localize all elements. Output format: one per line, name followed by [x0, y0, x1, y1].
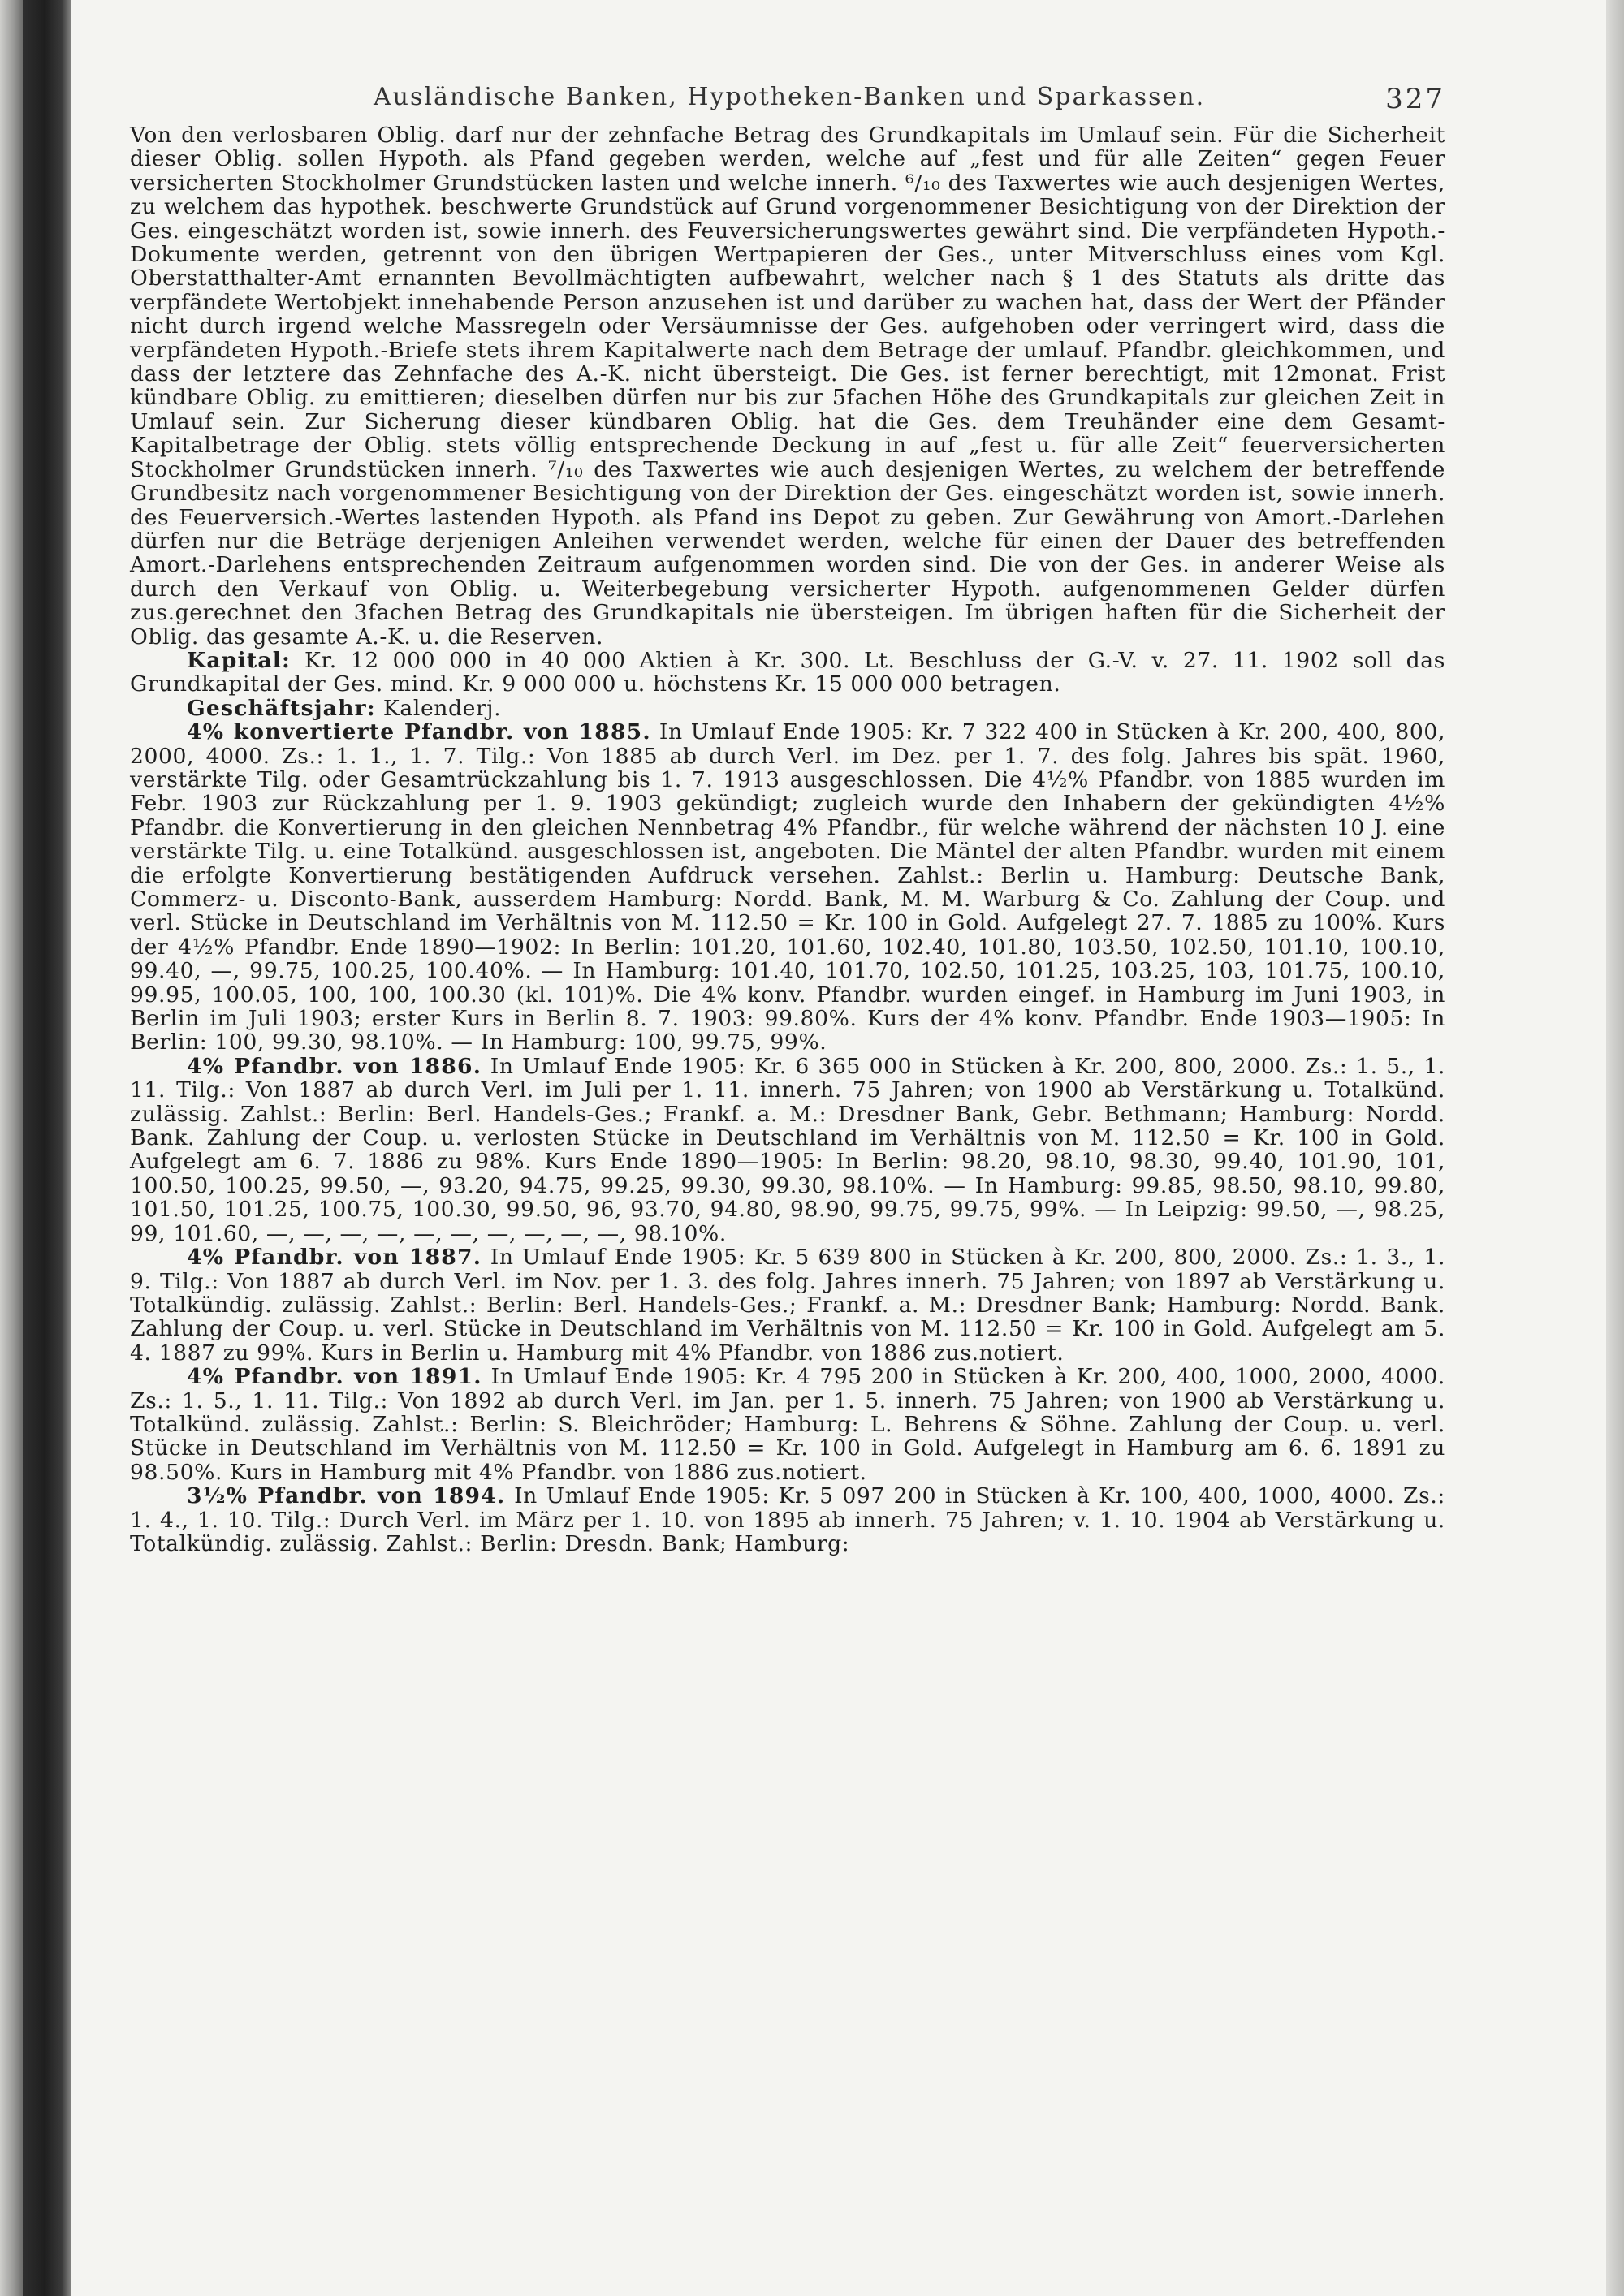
paragraph-pfandbr-1887 — [130, 1245, 1445, 1365]
section-heading: 4% Pfandbr. von 1891. — [187, 1364, 482, 1390]
paragraph-pfandbr-1894 — [130, 1484, 1445, 1556]
paragraph-geschaeftsjahr — [130, 697, 1445, 720]
paragraph-kapital — [130, 649, 1445, 697]
page-edge — [1606, 0, 1624, 2296]
paragraph-securities — [130, 123, 1445, 649]
section-heading: 3½% Pfandbr. von 1894. — [187, 1483, 506, 1509]
paragraph-pfandbr-1885 — [130, 720, 1445, 1055]
running-title: Ausländische Banken, Hypotheken-Banken und Sparkassen. — [374, 83, 1206, 111]
paragraph-pfandbr-1886 — [130, 1055, 1445, 1245]
paragraph-pfandbr-1891 — [130, 1365, 1445, 1484]
section-heading: 4% Pfandbr. von 1886. — [187, 1053, 482, 1079]
section-heading: Geschäftsjahr: — [187, 695, 376, 721]
section-heading: Kapital: — [187, 647, 292, 673]
binding-shadow — [0, 0, 23, 2296]
paragraph-text: Kalenderj. — [375, 695, 502, 721]
page-number: 327 — [1385, 83, 1445, 115]
body-text — [130, 123, 1445, 1556]
paragraph-text: In Umlauf Ende 1905: Kr. 7 322 400 in Stücken à Kr. 200, 400, 800, 2000, 4000. Zs.: 1. 1., 1. 7. Tilg.: Von 1885 ab durch Verl. im Dez. per 1. 7. des folg. Jahres bis spät. 1960, verstärkte Tilg. oder Gesamtrückzahlung bis 1. 7. 1913 ausgeschlossen. Die 4½% Pfandbr. von 1885 wurden im Febr. 1903 zur Rückzahlung per 1. 9. 1903 gekündigt; zugleich wurde den Inhabern der gekündigten 4½% Pfandbr. die Konvertierung in den gleichen Nennbetrag 4% Pfandbr., für welche während der nächsten 10 J. eine verstärkte Tilg. u. eine Totalkünd. ausgeschlossen ist, angeboten. Die Mäntel der alten Pfandbr. wurden mit einem die erfolgte Konvertierung bestätigenden Aufdruck versehen. Zahlst.: Berlin u. Hamburg: Deutsche Bank, Commerz- u. Disconto-Bank, ausserdem Hamburg: Nordd. Bank, M. M. Warburg & Co. Zahlung der Coup. und verl. Stücke in Deutschland im Verhältnis von M. 112.50 = Kr. 100 in Gold. Aufgelegt 27. 7. 1885 zu 100%. Kurs der 4½% Pfandbr. Ende 1890—1902: In Berlin: 101.20, 101.60, 102.40, 101.80, 103.50, 102.50, 101.10, 100.10, 99.40, —, 99.75, 100.25, 100.40%. — In Hamburg: 101.40, 101.70, 102.50, 101.25, 103.25, 103, 101.75, 100.10, 99.95, 100.05, 100, 100, 100.30 (kl. 101)%. Die 4% konv. Pfandbr. wurden eingef. in Hamburg im Juni 1903, in Berlin im Juli 1903; erster Kurs in Berlin 8. 7. 1903: 99.80%. Kurs der 4% konv. Pfandbr. Ende 1903—1905: In Berlin: 100, 99.30, 98.10%. — In Hamburg: 100, 99.75, 99%. — [130, 719, 1445, 1055]
running-header — [130, 75, 1445, 123]
paragraph-text: In Umlauf Ende 1905: Kr. 5 097 200 in Stücken à Kr. 100, 400, 1000, 4000. Zs.: 1. 4., 1. 10. Tilg.: Durch Verl. im März per 1. 10. von 1895 ab innerh. 75 Jahren; v. 1. 10. 1904 ab Verstärkung u. Totalkündig. zulässig. Zahlst.: Berlin: Dresdn. Bank; Hamburg: — [130, 1483, 1445, 1556]
paragraph-text: Von den verlosbaren Oblig. darf nur der zehnfache Betrag des Grundkapitals im Umlauf sein. Für die Sicherheit dieser Oblig. sollen Hypoth. als Pfand gegeben werden, welche auf „fest und für alle Zeiten“ gegen Feuer versicherten Stockholmer Grundstücken lasten und welche innerh. ⁶/₁₀ des Taxwertes wie auch desjenigen Wertes, zu welchem das hypothek. beschwerte Grundstück auf Grund vorgenommener Besichtigung von der Direktion der Ges. eingeschätzt worden ist, sowie innerh. des Feuversicherungswertes gewährt sind. Die verpfändeten Hypoth.-Dokumente werden, getrennt von den übrigen Wertpapieren der Ges., unter Mitverschluss eines vom Kgl. Oberstatthalter-Amt ernannten Bevollmächtigten aufbewahrt, welcher nach § 1 des Statuts als dritte das verpfändete Wertobjekt innehabende Person anzusehen ist und darüber zu wachen hat, dass der Wert der Pfänder nicht durch irgend welche Massregeln oder Versäumnisse der Ges. aufgehoben oder verringert wird, dass die verpfändeten Hypoth.-Briefe stets ihrem Kapitalwerte nach dem Betrage der umlauf. Pfandbr. gleichkommen, und dass der letztere das Zehnfache des A.-K. nicht übersteigt. Die Ges. ist ferner berechtigt, mit 12monat. Frist kündbare Oblig. zu emittieren; dieselben dürfen nur bis zur 5fachen Höhe des Grundkapitals zur gleichen Zeit in Umlauf sein. Zur Sicherung dieser kündbaren Oblig. hat die Ges. dem Treuhänder eine dem Gesamt-Kapitalbetrage der Oblig. stets völlig entsprechende Deckung in auf „fest u. für alle Zeit“ feuerversicherten Stockholmer Grundstücken innerh. ⁷/₁₀ des Taxwertes wie auch desjenigen Wertes, zu welchem der betreffende Grundbesitz nach vorgenommener Besichtigung von der Direktion der Ges. eingeschätzt worden ist, sowie innerh. des Feuerversich.-Wertes lastenden Hypoth. als Pfand ins Depot zu geben. Zur Gewährung von Amort.-Darlehen dürfen nur die Beträge derjenigen Anleihen verwendet werden, welche für einen der Dauer des betreffenden Amort.-Darlehens entsprechenden Zeitraum aufgenommen worden sind. Die von der Ges. in anderer Weise als durch den Verkauf von Oblig. u. Weiterbegebung versicherter Hypoth. aufgenommenen Gelder dürfen zus.gerechnet den 3fachen Betrag des Grundkapitals nie übersteigen. Im übrigen haften für die Sicherheit der Oblig. das gesamte A.-K. u. die Reserven. — [130, 123, 1445, 650]
page-content — [130, 75, 1445, 1556]
paragraph-text: In Umlauf Ende 1905: Kr. 6 365 000 in Stücken à Kr. 200, 800, 2000. Zs.: 1. 5., 1. 11. Tilg.: Von 1887 ab durch Verl. im Juli per 1. 11. innerh. 75 Jahren; von 1900 ab Verstärkung u. Totalkünd. zulässig. Zahlst.: Berlin: Berl. Handels-Ges.; Frankf. a. M.: Dresdner Bank, Gebr. Bethmann; Hamburg: Nordd. Bank. Zahlung der Coup. u. verlosten Stücke in Deutschland im Verhältnis von M. 112.50 = Kr. 100 in Gold. Aufgelegt am 6. 7. 1886 zu 98%. Kurs Ende 1890—1905: In Berlin: 98.20, 98.10, 98.30, 99.40, 101.90, 101, 100.50, 100.25, 99.50, —, 93.20, 94.75, 99.25, 99.30, 99.30, 98.10%. — In Hamburg: 99.85, 98.50, 98.10, 99.80, 101.50, 101.25, 100.75, 100.30, 99.50, 96, 93.70, 94.80, 98.90, 99.75, 99.75, 99%. — In Leipzig: 99.50, —, 98.25, 99, 101.60, —, —, —, —, —, —, —, —, —, —, 98.10%. — [130, 1053, 1445, 1246]
paragraph-text: In Umlauf Ende 1905: Kr. 4 795 200 in Stücken à Kr. 200, 400, 1000, 2000, 4000. Zs.: 1. 5., 1. 11. Tilg.: Von 1892 ab durch Verl. im Jan. per 1. 5. innerh. 75 Jahren; von 1900 ab Verstärkung u. Totalkünd. zulässig. Zahlst.: Berlin: S. Bleichröder; Hamburg: L. Behrens & Söhne. Zahlung der Coup. u. verl. Stücke in Deutschland im Verhältnis von M. 112.50 = Kr. 100 in Gold. Aufgelegt in Hamburg am 6. 6. 1891 zu 98.50%. Kurs in Hamburg mit 4% Pfandbr. von 1886 zus.notiert. — [130, 1364, 1445, 1485]
section-heading: 4% Pfandbr. von 1887. — [187, 1245, 482, 1271]
section-heading: 4% konvertierte Pfandbr. von 1885. — [187, 719, 651, 745]
binding-edge — [23, 0, 71, 2296]
paragraph-text: In Umlauf Ende 1905: Kr. 5 639 800 in Stücken à Kr. 200, 800, 2000. Zs.: 1. 3., 1. 9. Tilg.: Von 1887 ab durch Verl. im Nov. per 1. 3. des folg. Jahres innerh. 75 Jahren; von 1897 ab Verstärkung u. Totalkündig. zulässig. Zahlst.: Berlin: Berl. Handels-Ges.; Frankf. a. M.: Dresdner Bank; Hamburg: Nordd. Bank. Zahlung der Coup. u. verl. Stücke in Deutschland im Verhältnis von M. 112.50 = Kr. 100 in Gold. Aufgelegt am 5. 4. 1887 zu 99%. Kurs in Berlin u. Hamburg mit 4% Pfandbr. von 1886 zus.notiert. — [130, 1245, 1445, 1366]
paragraph-text: Kr. 12 000 000 in 40 000 Aktien à Kr. 300. Lt. Beschluss der G.-V. v. 27. 11. 1902 soll das Grundkapital der Ges. mind. Kr. 9 000 000 u. höchstens Kr. 15 000 000 betragen. — [130, 647, 1445, 697]
